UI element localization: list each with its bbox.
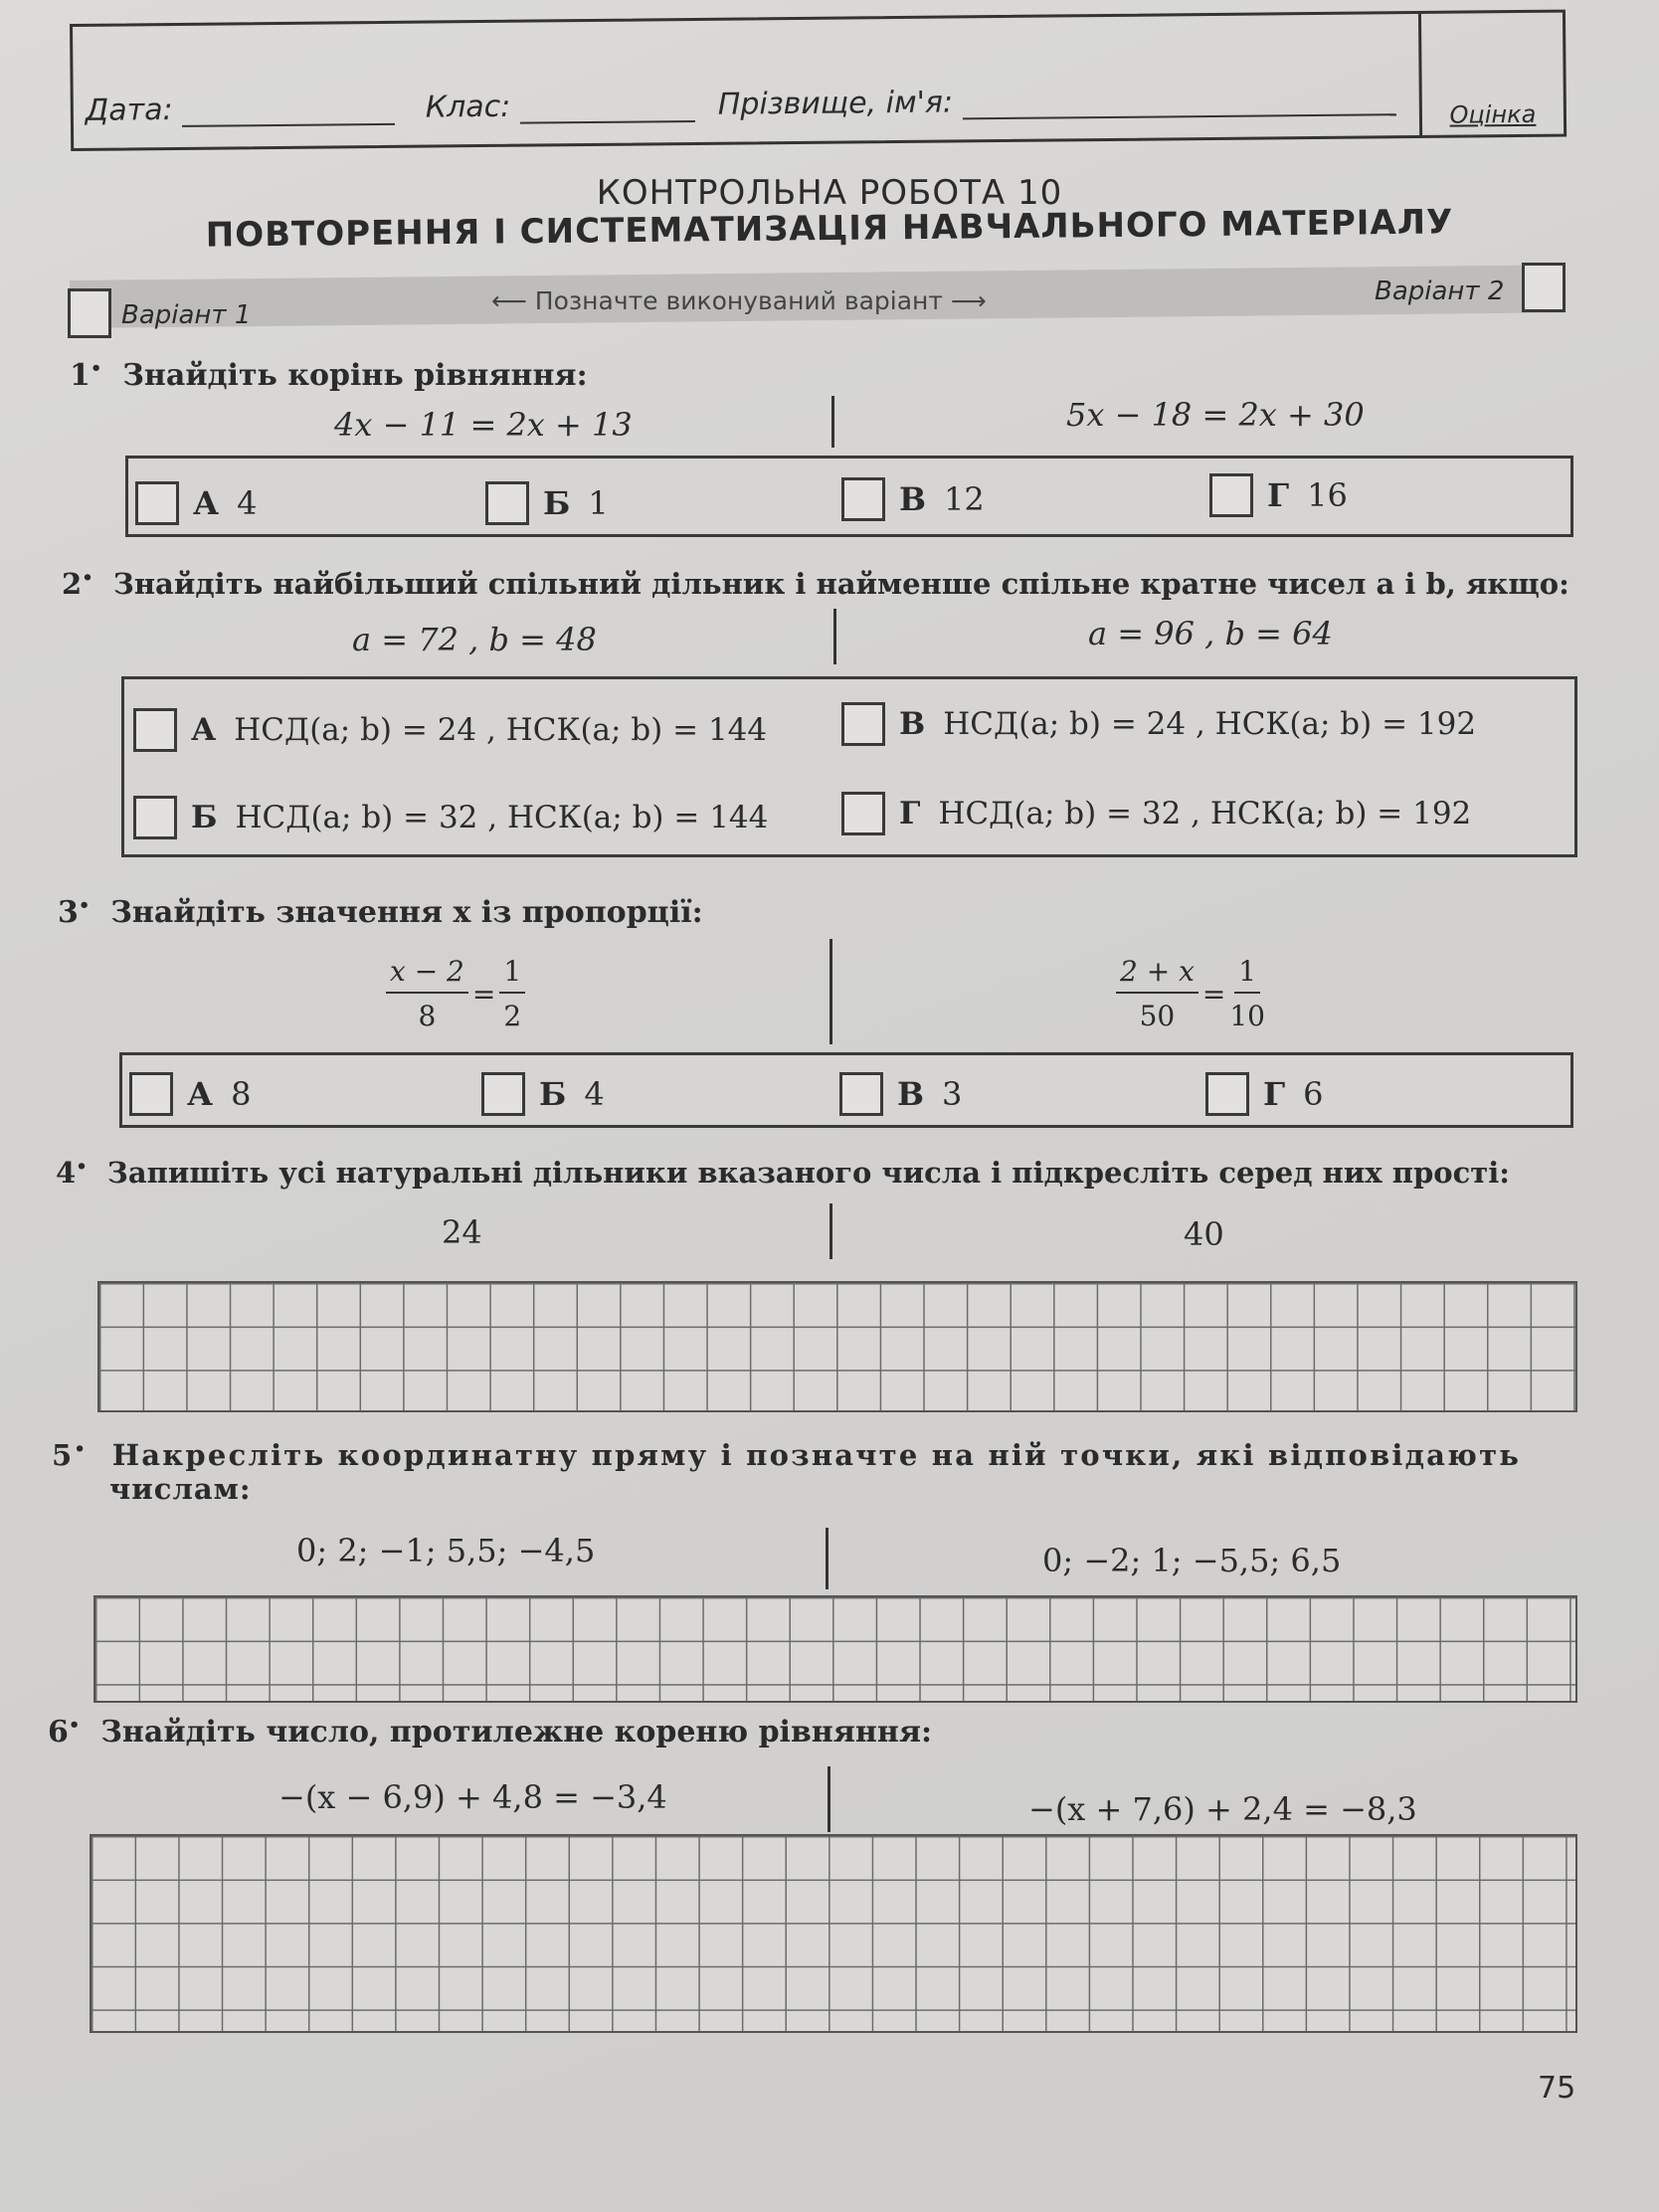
q1-option-b[interactable]: Б 1: [485, 481, 609, 525]
question-5: 5• Накресліть координатну пряму і позначте на ній точки, які відповідають числам:: [52, 1438, 1522, 1506]
arrow-left-icon: ⟵: [491, 286, 527, 315]
question-4-number: 4: [56, 1156, 77, 1190]
date-line[interactable]: [182, 93, 395, 127]
q1-option-c[interactable]: В 12: [841, 477, 985, 521]
checkbox[interactable]: [1209, 473, 1253, 517]
class-field[interactable]: [426, 88, 695, 125]
variant-separator: [833, 609, 836, 664]
question-3: 3• Знайдіть значення x із пропорції:: [58, 895, 703, 930]
q1-equation-variant-1: 4x − 11 = 2x + 13: [334, 406, 633, 444]
q2-option-b[interactable]: Б НСД(a; b) = 32 , НСК(a; b) = 144: [133, 796, 768, 839]
class-label: Клас:: [425, 89, 511, 125]
class-line[interactable]: [520, 91, 695, 124]
fraction-denominator: 8: [418, 1000, 437, 1032]
variant-1-checkbox[interactable]: [68, 288, 111, 338]
page-subtitle: ПОВТОРЕННЯ І СИСТЕМАТИЗАЦІЯ НАВЧАЛЬНОГО МАТЕРІАЛУ: [205, 202, 1454, 256]
checkbox[interactable]: [839, 1072, 883, 1116]
fraction-numerator: 2 + x: [1116, 955, 1198, 994]
q5-answer-grid[interactable]: [93, 1595, 1577, 1703]
fraction-numerator: 1: [499, 955, 525, 994]
q3-option-d[interactable]: Г 6: [1205, 1072, 1323, 1116]
page-title: КОНТРОЛЬНА РОБОТА 10: [596, 173, 1063, 213]
question-4: 4• Запишіть усі натуральні дільники вказаного числа і підкресліть серед них прості:: [56, 1156, 1510, 1190]
checkbox[interactable]: [841, 792, 885, 835]
q4-answer-grid[interactable]: [97, 1281, 1577, 1412]
q3-proportion-variant-1: $\frac{x - 2}{8}$ = $\frac{1}{2}$: [382, 955, 529, 1032]
q4-number-variant-2: 40: [1184, 1215, 1224, 1253]
q1-option-a[interactable]: А 4: [135, 481, 257, 525]
question-2: 2• Знайдіть найбільший спільний дільник і найменше спільне кратне чисел a і b, якщо:: [62, 567, 1569, 601]
q1-equation-variant-2: 5x − 18 = 2x + 30: [1066, 396, 1365, 434]
question-2-number: 2: [62, 567, 83, 601]
variant-hint-text: Позначте виконуваний варіант: [534, 286, 943, 315]
q2-option-d[interactable]: Г НСД(a; b) = 32 , НСК(a; b) = 192: [841, 792, 1471, 835]
fraction-denominator: 50: [1139, 1000, 1176, 1032]
variant-separator: [830, 1203, 832, 1259]
question-5-text-cont: числам:: [109, 1472, 252, 1506]
fraction-numerator: x − 2: [386, 955, 468, 994]
variant-1-label: Варіант 1: [121, 300, 252, 330]
fraction-numerator: 1: [1234, 955, 1260, 994]
checkbox[interactable]: [485, 481, 529, 525]
q3-proportion-variant-2: $\frac{2 + x}{50}$ = $\frac{1}{10}$: [1112, 955, 1269, 1032]
fraction-denominator: 2: [503, 1000, 522, 1032]
name-field[interactable]: [718, 81, 1396, 122]
variant-separator: [830, 939, 832, 1044]
grade-label: Оцінка: [1449, 99, 1537, 129]
q6-equation-variant-1: −(x − 6,9) + 4,8 = −3,4: [278, 1778, 667, 1816]
question-6: 6• Знайдіть число, протилежне кореню рівняння:: [48, 1715, 933, 1750]
variant-2-label: Варіант 2: [1375, 276, 1505, 306]
student-info-box: [70, 10, 1567, 151]
question-1: 1• Знайдіть корінь рівняння:: [70, 358, 588, 393]
arrow-right-icon: ⟶: [950, 286, 987, 315]
q2-option-a[interactable]: А НСД(a; b) = 24 , НСК(a; b) = 144: [133, 708, 767, 752]
checkbox[interactable]: [129, 1072, 173, 1116]
variant-hint: [491, 286, 987, 315]
grade-cell[interactable]: [1418, 13, 1564, 135]
question-1-number: 1: [70, 358, 91, 393]
q5-numbers-variant-2: 0; −2; 1; −5,5; 6,5: [1042, 1542, 1342, 1579]
q3-option-c[interactable]: В 3: [839, 1072, 962, 1116]
q1-option-d[interactable]: Г 16: [1209, 473, 1348, 517]
date-field[interactable]: [86, 91, 396, 128]
q6-answer-grid[interactable]: [90, 1834, 1577, 2033]
question-3-number: 3: [58, 895, 79, 930]
q2-option-c[interactable]: В НСД(a; b) = 24 , НСК(a; b) = 192: [841, 702, 1476, 746]
question-1-text: Знайдіть корінь рівняння:: [122, 358, 588, 393]
checkbox[interactable]: [841, 477, 885, 521]
q3-option-b[interactable]: Б 4: [481, 1072, 605, 1116]
q2-values-variant-2: a = 96 , b = 64: [1088, 615, 1333, 652]
variant-separator: [826, 1528, 829, 1589]
checkbox[interactable]: [841, 702, 885, 746]
checkbox[interactable]: [133, 796, 177, 839]
q2-values-variant-1: a = 72 , b = 48: [352, 621, 597, 658]
page-number: 75: [1538, 2071, 1576, 2106]
checkbox[interactable]: [135, 481, 179, 525]
question-5-text: Накресліть координатну пряму і позначте на ній точки, які відповідають: [111, 1438, 1522, 1472]
name-label: Прізвище, ім'я:: [717, 85, 954, 122]
question-3-text: Знайдіть значення x із пропорції:: [110, 895, 703, 930]
name-line[interactable]: [962, 84, 1395, 119]
question-6-number: 6: [48, 1715, 69, 1750]
q6-equation-variant-2: −(x + 7,6) + 2,4 = −8,3: [1028, 1790, 1417, 1828]
variant-separator: [831, 396, 834, 448]
checkbox[interactable]: [133, 708, 177, 752]
question-2-text: Знайдіть найбільший спільний дільник і найменше спільне кратне чисел a і b, якщо:: [112, 567, 1569, 601]
question-6-text: Знайдіть число, протилежне кореню рівняння:: [100, 1715, 933, 1750]
checkbox[interactable]: [1205, 1072, 1249, 1116]
fraction-denominator: 10: [1229, 1000, 1265, 1032]
question-4-text: Запишіть усі натуральні дільники вказаного числа і підкресліть серед них прості:: [106, 1156, 1510, 1190]
q4-number-variant-1: 24: [442, 1213, 482, 1251]
question-5-number: 5: [52, 1438, 75, 1472]
checkbox[interactable]: [481, 1072, 525, 1116]
variant-separator: [828, 1766, 830, 1832]
variant-2-checkbox[interactable]: [1522, 263, 1566, 312]
q3-option-a[interactable]: А 8: [129, 1072, 251, 1116]
q5-numbers-variant-1: 0; 2; −1; 5,5; −4,5: [296, 1532, 596, 1569]
date-label: Дата:: [85, 92, 173, 128]
